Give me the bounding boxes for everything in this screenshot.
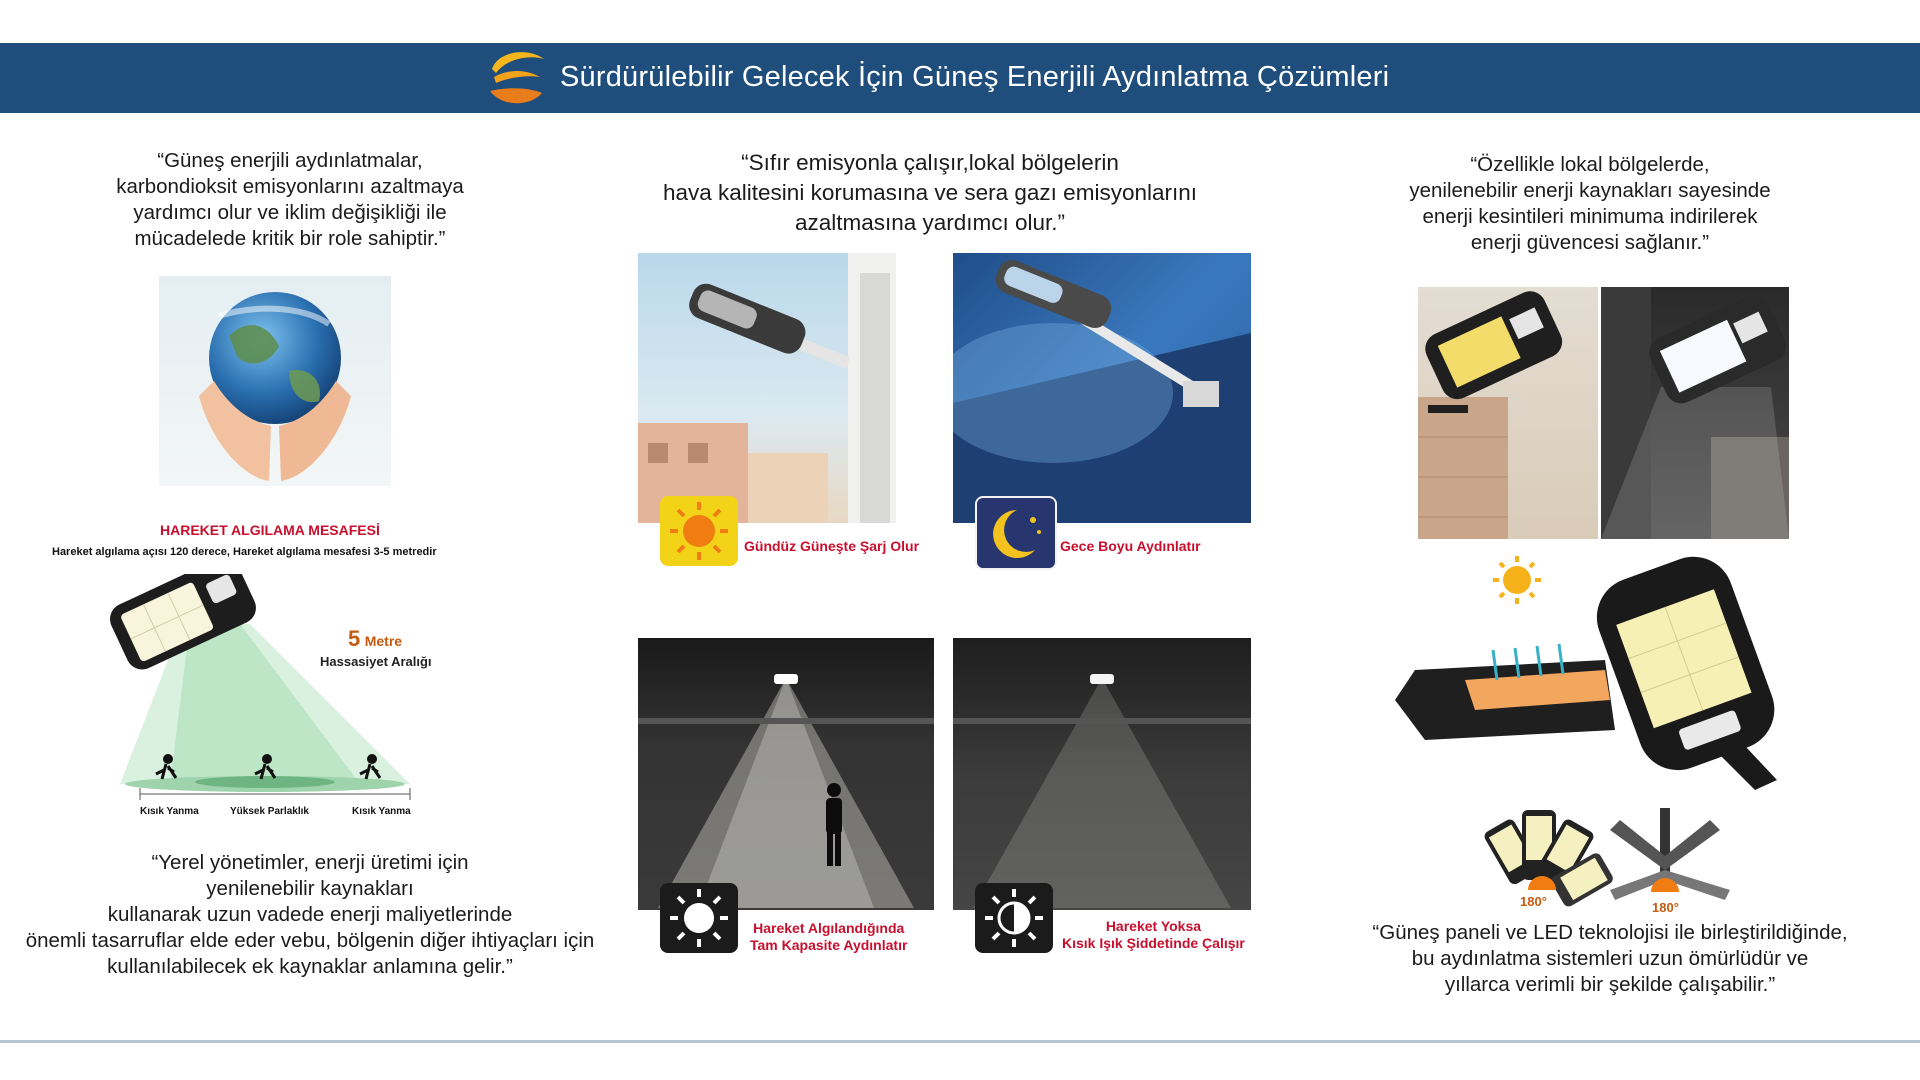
motion-caption [750, 920, 907, 954]
dim-caption [1062, 918, 1245, 952]
wall-light-night-image [1601, 287, 1789, 539]
center-quote [620, 148, 1240, 238]
bright-light-icon [660, 883, 738, 953]
quote-line: bu aydınlatma sistemleri uzun ömürlüdür ve [1411, 947, 1809, 970]
caption-line: Hareket Yoksa [1105, 918, 1202, 934]
quote-line: karbondioksit emisyonlarını azaltmaya [116, 175, 464, 198]
caption-line: Hareket Algılandığında [753, 920, 905, 936]
sun-icon [660, 496, 738, 566]
footer-divider [0, 1040, 1920, 1043]
quote-line: yardımcı olur ve iklim değişikliği ile [133, 201, 447, 224]
quote-line: yenilenebilir kaynakları [206, 877, 414, 900]
quote-line: kullanılabilecek ek kaynaklar anlamına gelir.” [107, 955, 513, 978]
rotation-angle-image [1460, 800, 1750, 910]
motion-diagram [110, 574, 440, 824]
motion-title: HAREKET ALGILAMA MESAFESİ [160, 522, 380, 538]
quote-line: “Özellikle lokal bölgelerde, [1470, 153, 1710, 176]
page-title: Sürdürülebilir Gelecek İçin Güneş Enerjili Aydınlatma Çözümleri [560, 61, 1390, 93]
logo-icon [488, 47, 546, 109]
caption-line: Kısık Işık Şiddetinde Çalışır [1062, 935, 1245, 951]
motion-detected-image [638, 638, 934, 910]
dim-light-icon [975, 883, 1053, 953]
wall-light-day-image [1418, 287, 1598, 539]
earth-in-hands-image [159, 276, 391, 486]
day-street-light-image [638, 253, 934, 523]
quote-line: “Güneş enerjili aydınlatmalar, [157, 149, 423, 172]
quote-line: mücadelede kritik bir role sahiptir.” [134, 227, 446, 250]
motion-subtitle: Hareket algılama açısı 120 derece, Hareket algılama mesafesi 3-5 metredir [52, 546, 437, 558]
range-label: Hassasiyet Aralığı [320, 654, 432, 669]
angle-label-left: 180° [1520, 894, 1547, 909]
zone-label-left: Kısık Yanma [140, 806, 199, 817]
angle-label-right: 180° [1652, 900, 1679, 915]
quote-line: azaltmasına yardımcı olur.” [794, 210, 1066, 235]
day-caption: Gündüz Güneşte Şarj Olur [744, 538, 920, 554]
left-bottom-quote [10, 850, 610, 980]
night-caption: Gece Boyu Aydınlatır [1060, 538, 1201, 554]
distance-label [348, 626, 402, 652]
quote-line: önemli tasarruflar elde eder vebu, bölgenin diğer ihtiyaçları için [25, 929, 595, 952]
zone-label-right: Kısık Yanma [352, 806, 411, 817]
left-top-quote [90, 148, 490, 252]
caption-line: Tam Kapasite Aydınlatır [750, 937, 908, 953]
moon-icon [975, 496, 1057, 570]
distance-unit: Metre [364, 633, 403, 649]
zone-label-center: Yüksek Parlaklık [230, 806, 309, 817]
quote-line: enerji kesintileri minimuma indirilerek [1422, 205, 1758, 228]
quote-line: yıllarca verimli bir şekilde çalışabilir.” [1444, 973, 1776, 996]
quote-line: hava kalitesini korumasına ve sera gazı emisyonlarını [662, 180, 1197, 205]
quote-line: kullanarak uzun vadede enerji maliyetlerinde [107, 903, 513, 926]
right-top-quote [1380, 152, 1800, 256]
right-bottom-quote [1350, 920, 1870, 998]
distance-number: 5 [348, 626, 361, 651]
header-bar [0, 43, 1920, 113]
quote-line: “Sıfır emisyonla çalışır,lokal bölgelerin [741, 150, 1119, 175]
quote-line: yenilenebilir enerji kaynakları sayesinde [1409, 179, 1771, 202]
quote-line: enerji güvencesi sağlanır.” [1470, 231, 1710, 254]
night-street-light-image [953, 253, 1251, 523]
solar-light-product-image [1385, 550, 1805, 800]
no-motion-dim-image [953, 638, 1251, 910]
quote-line: “Güneş paneli ve LED teknolojisi ile birleştirildiğinde, [1372, 921, 1848, 944]
quote-line: “Yerel yönetimler, enerji üretimi için [151, 851, 469, 874]
